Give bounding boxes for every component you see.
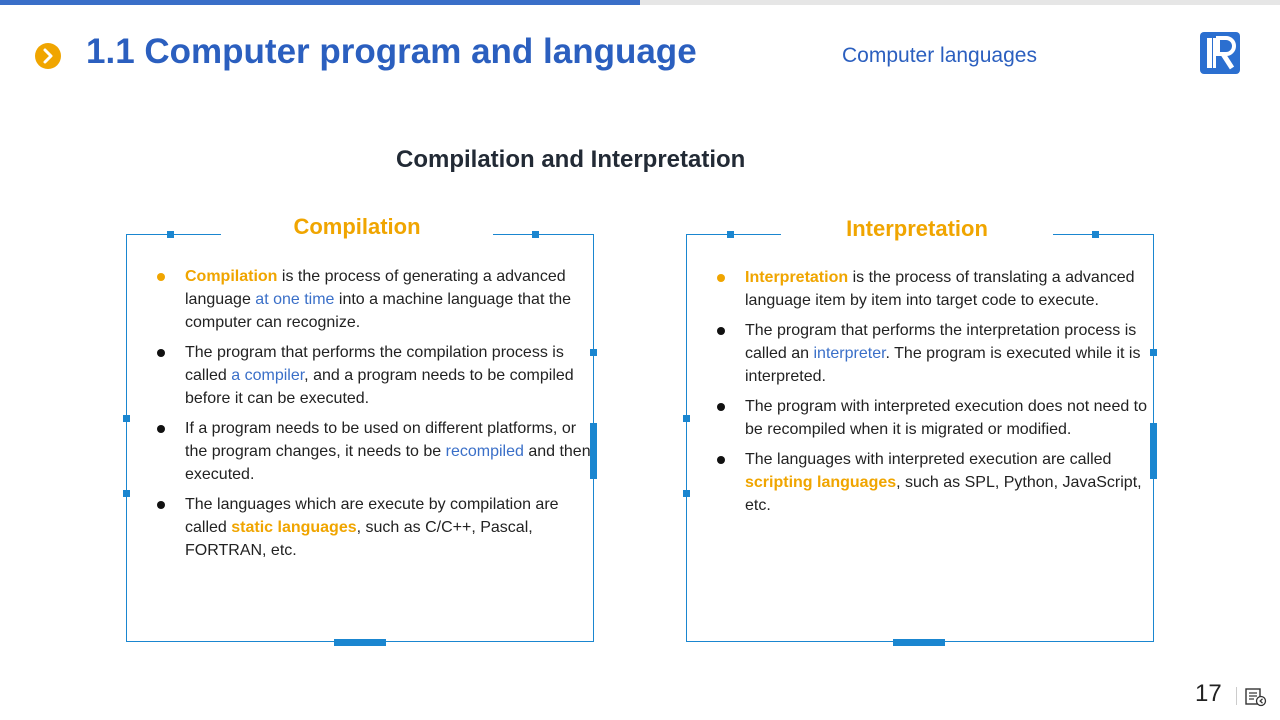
highlighted-term: a compiler — [231, 367, 305, 384]
bullet-dot-icon — [157, 425, 165, 433]
bullet-text: The program that performs the interpretation process is called an — [745, 322, 1137, 362]
highlighted-term: Interpretation — [745, 269, 849, 286]
footer-divider — [1236, 687, 1237, 705]
top-progress-track — [640, 0, 1280, 5]
bullet-text: The program that performs the compilation process is called — [185, 344, 564, 384]
bullet-text: , such as SPL, Python, JavaScript, etc. — [745, 474, 1142, 514]
bullet-item — [715, 266, 1153, 312]
bullet-text: The languages with interpreted execution are called — [745, 451, 1112, 468]
bullet-text: , such as C/C++, Pascal, FORTRAN, etc. — [185, 519, 533, 559]
bullet-text: is the process of generating a advanced language — [185, 268, 566, 308]
chevron-right-icon — [35, 43, 61, 69]
highlighted-term: Compilation — [185, 268, 278, 285]
section-label: Computer languages — [842, 44, 1037, 67]
bullet-item — [715, 448, 1153, 517]
panel-bottom-bar — [893, 639, 945, 646]
bullet-dot-icon — [157, 273, 165, 281]
highlighted-term: interpreter — [813, 345, 886, 362]
r-logo-icon — [1199, 31, 1241, 75]
bullet-text: , and a program needs to be compiled before it can be executed. — [185, 367, 574, 407]
bullet-dot-icon — [717, 456, 725, 464]
slide-view-icon[interactable] — [1244, 686, 1268, 708]
panel-side-marker — [123, 415, 130, 422]
panel-side-marker — [123, 490, 130, 497]
bullet-item — [155, 417, 593, 486]
bullet-text: The program with interpreted execution does not need to be recompiled when it is migrated or modified. — [745, 398, 1148, 438]
interpretation-bullet-list — [715, 266, 1153, 524]
bullet-text: into a machine language that the computer can recognize. — [185, 291, 572, 331]
bullet-item — [155, 265, 593, 334]
panel-side-marker — [683, 415, 690, 422]
bullet-dot-icon — [157, 349, 165, 357]
bullet-text: and then executed. — [185, 443, 591, 483]
bullet-text: The languages which are execute by compilation are called — [185, 496, 559, 536]
panel-side-marker — [683, 490, 690, 497]
panel-corner-marker — [727, 231, 734, 238]
compilation-panel — [126, 214, 594, 642]
highlighted-term: at one time — [255, 291, 335, 308]
page-title: 1.1 Computer program and language — [86, 32, 697, 71]
panel-corner-marker — [532, 231, 539, 238]
highlighted-term: scripting languages — [745, 474, 897, 491]
bullet-item — [155, 341, 593, 410]
slide-subtitle: Compilation and Interpretation — [396, 146, 746, 173]
panel-corner-marker — [1092, 231, 1099, 238]
bullet-text: If a program needs to be used on different platforms, or the program changes, it needs to be — [185, 420, 577, 460]
bullet-text: . The program is executed while it is interpreted. — [745, 345, 1141, 385]
compilation-title: Compilation — [221, 213, 493, 241]
highlighted-term: static languages — [231, 519, 357, 536]
compilation-bullet-list — [155, 265, 593, 569]
panel-corner-marker — [167, 231, 174, 238]
interpretation-title: Interpretation — [781, 215, 1053, 243]
bullet-dot-icon — [157, 501, 165, 509]
bullet-text: is the process of translating a advanced language item by item into target code to execute. — [745, 269, 1135, 309]
page-number: 17 — [1195, 680, 1222, 707]
bullet-dot-icon — [717, 274, 725, 282]
bullet-dot-icon — [717, 403, 725, 411]
bullet-item — [155, 493, 593, 562]
bullet-dot-icon — [717, 327, 725, 335]
panel-bottom-bar — [334, 639, 386, 646]
bullet-item — [715, 319, 1153, 388]
top-progress-bar — [0, 0, 640, 5]
highlighted-term: recompiled — [445, 443, 524, 460]
interpretation-panel — [686, 216, 1154, 642]
bullet-item — [715, 395, 1153, 441]
